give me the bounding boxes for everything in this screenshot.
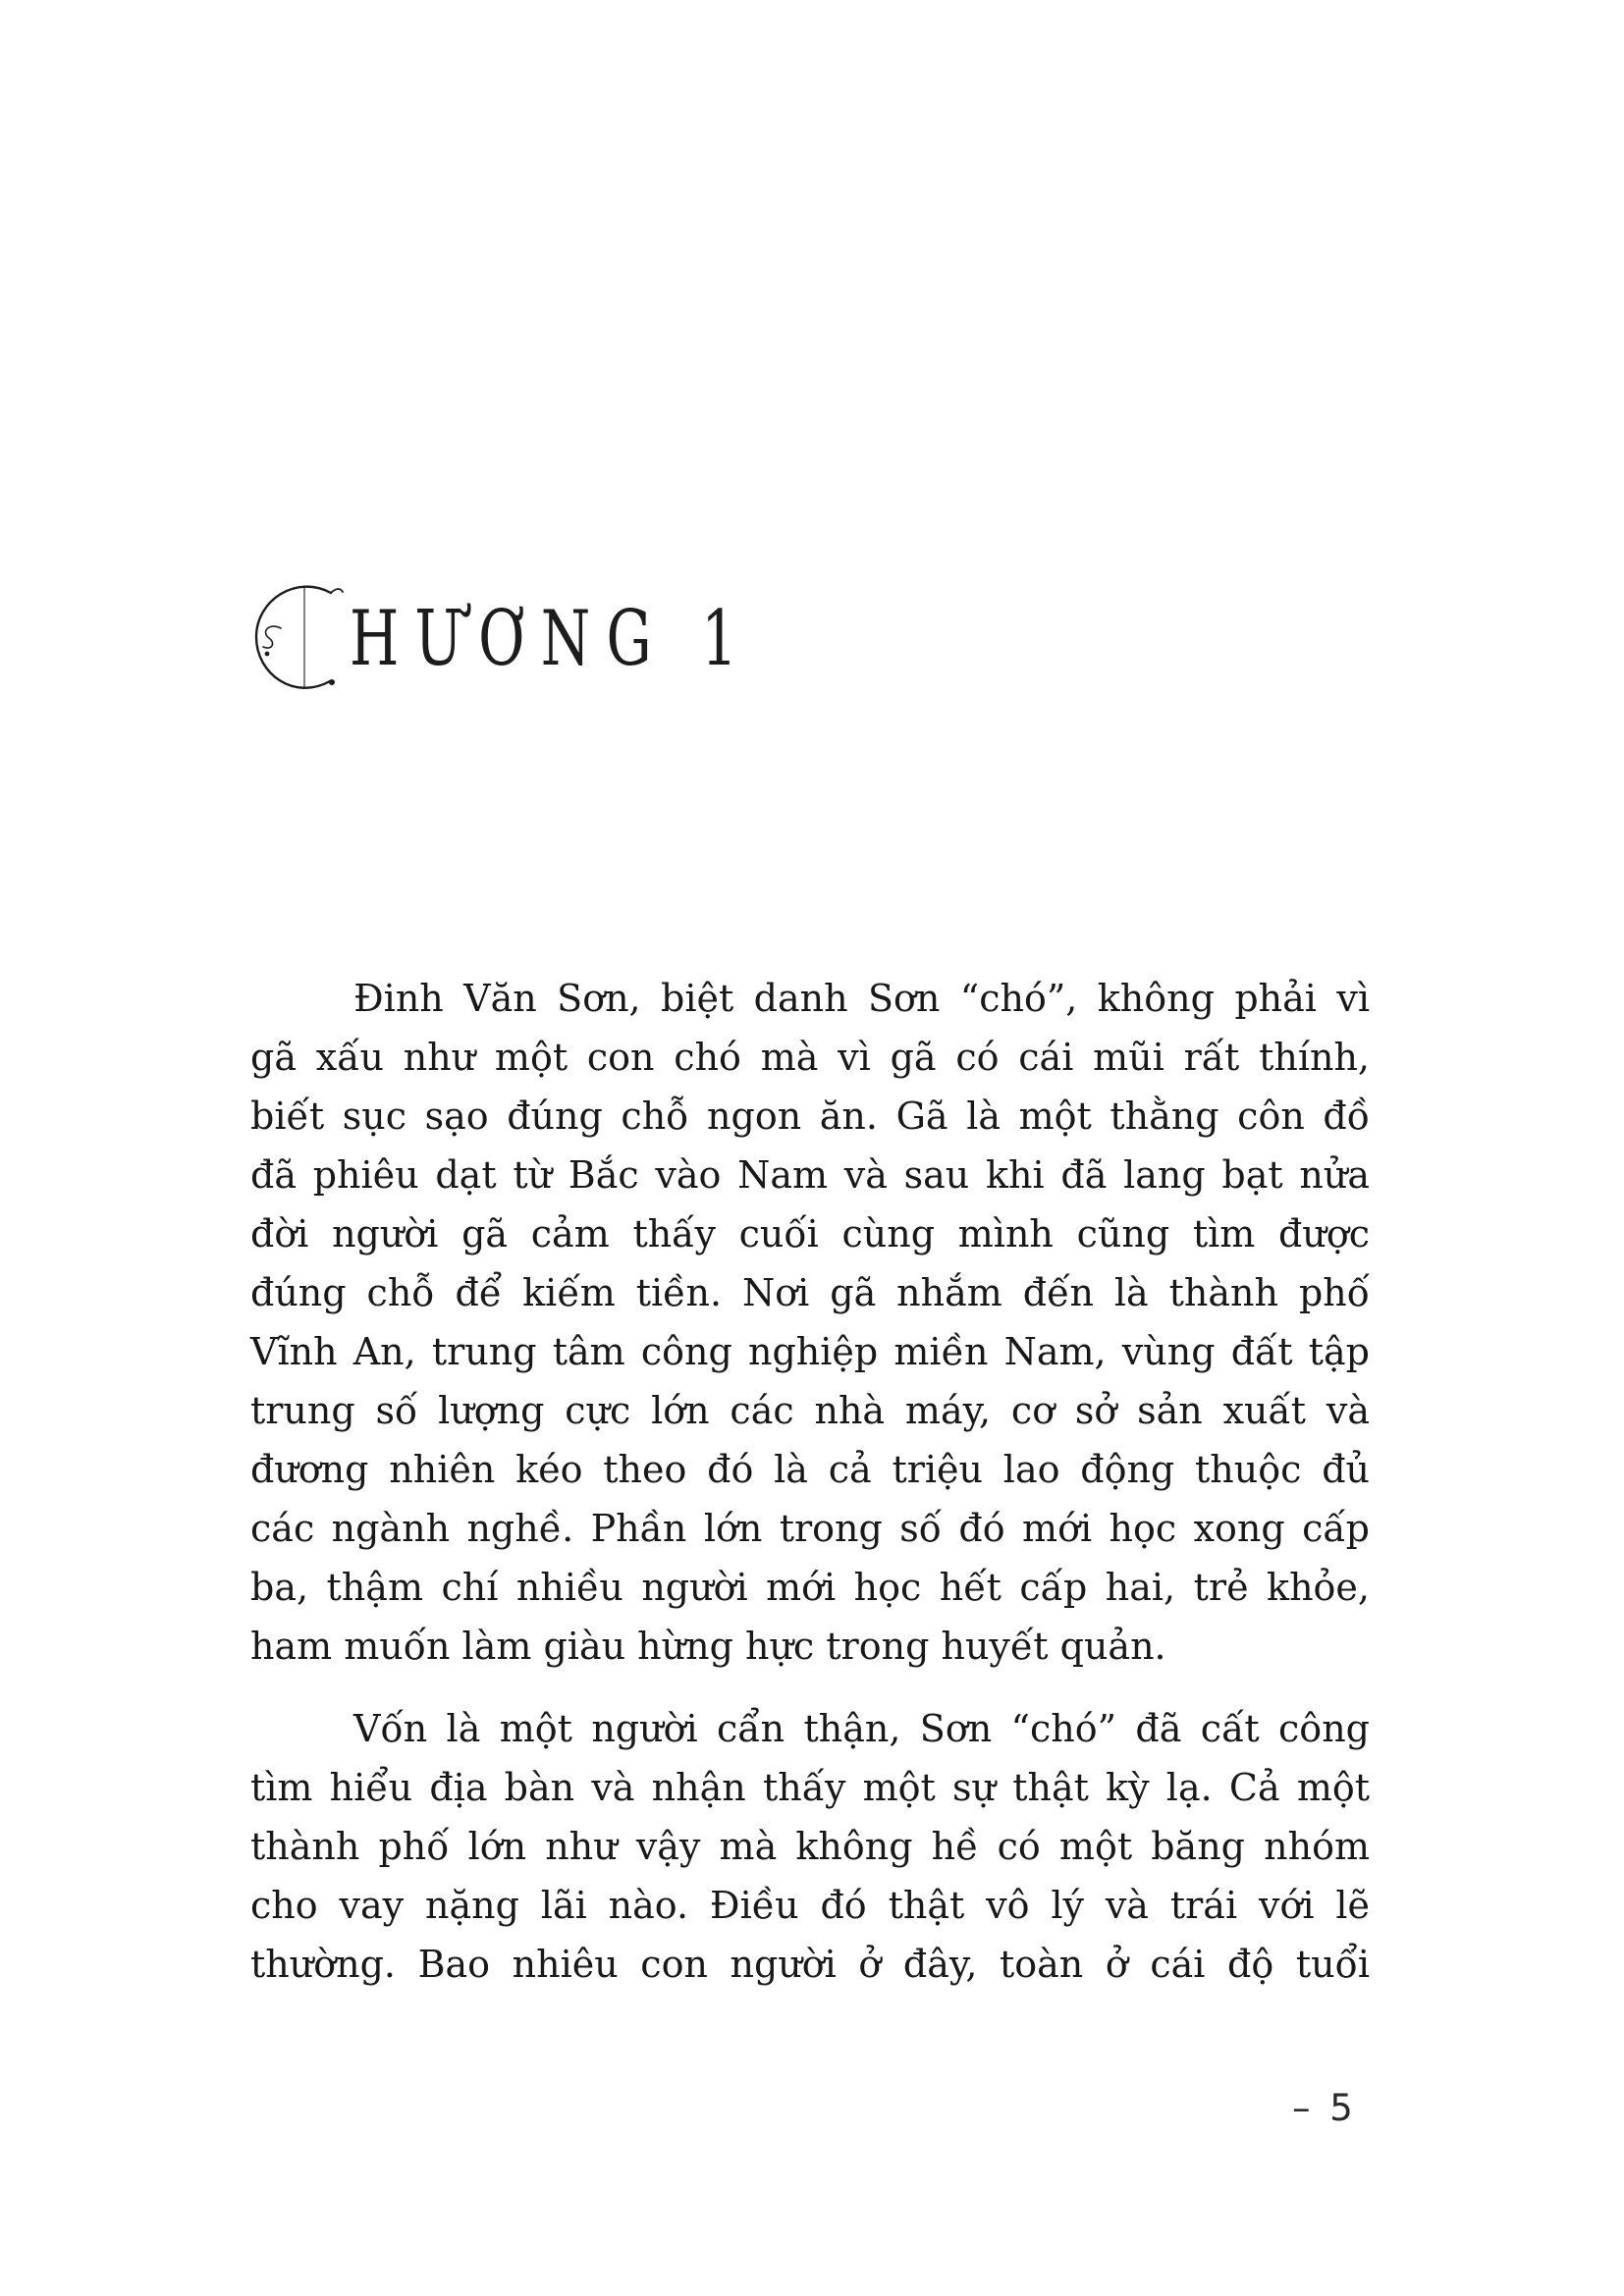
text-line: đời người gã cảm thấy cuối cùng mình cũng tìm được: [250, 1212, 1370, 1255]
page-number: – 5: [1292, 2087, 1357, 2129]
text-line: ba, thậm chí nhiều người mới học hết cấp hai, trẻ khỏe,: [250, 1566, 1370, 1609]
text-line: thường. Bao nhiêu con người ở đây, toàn ở cái độ tuổi: [250, 1943, 1370, 1986]
text-line: Đinh Văn Sơn, biệt danh Sơn “chó”, không phải vì: [353, 977, 1370, 1020]
text-line: trung số lượng cực lớn các nhà máy, cơ sở sản xuất và: [250, 1389, 1370, 1432]
text-line: đương nhiên kéo theo đó là cả triệu lao động thuộc đủ: [250, 1448, 1370, 1491]
paragraph: [250, 969, 1370, 1676]
paragraph: [250, 1699, 1370, 1994]
chapter-initial-c-ornament: [245, 582, 344, 692]
body-text: [250, 969, 1370, 1994]
ornament-dot: [265, 652, 270, 657]
text-line: Vĩnh An, trung tâm công nghiệp miền Nam, vùng đất tập: [250, 1330, 1370, 1373]
text-line: đã phiêu dạt từ Bắc vào Nam và sau khi đã lang bạt nửa: [250, 1153, 1370, 1197]
text-line: cho vay nặng lãi nào. Điều đó thật vô lý và trái với lẽ: [250, 1884, 1370, 1927]
text-line: ham muốn làm giàu hừng hực trong huyết quản.: [250, 1625, 1166, 1668]
ornament-dot: [329, 679, 335, 685]
chapter-initial-letter: [245, 579, 246, 580]
chapter-title: HƯƠNG 1: [350, 595, 754, 683]
text-line: đúng chỗ để kiếm tiền. Nơi gã nhắm đến là thành phố: [250, 1271, 1370, 1314]
text-line: Vốn là một người cẩn thận, Sơn “chó” đã cất công: [353, 1707, 1370, 1750]
text-line: thành phố lớn như vậy mà không hề có một băng nhóm: [250, 1825, 1370, 1868]
text-line: biết sục sạo đúng chỗ ngon ăn. Gã là một thằng côn đồ: [250, 1095, 1370, 1138]
text-line: tìm hiểu địa bàn và nhận thấy một sự thật kỳ lạ. Cả một: [250, 1766, 1370, 1809]
text-line: các ngành nghề. Phần lớn trong số đó mới học xong cấp: [250, 1507, 1370, 1550]
text-line: gã xấu như một con chó mà vì gã có cái mũi rất thính,: [250, 1036, 1370, 1079]
